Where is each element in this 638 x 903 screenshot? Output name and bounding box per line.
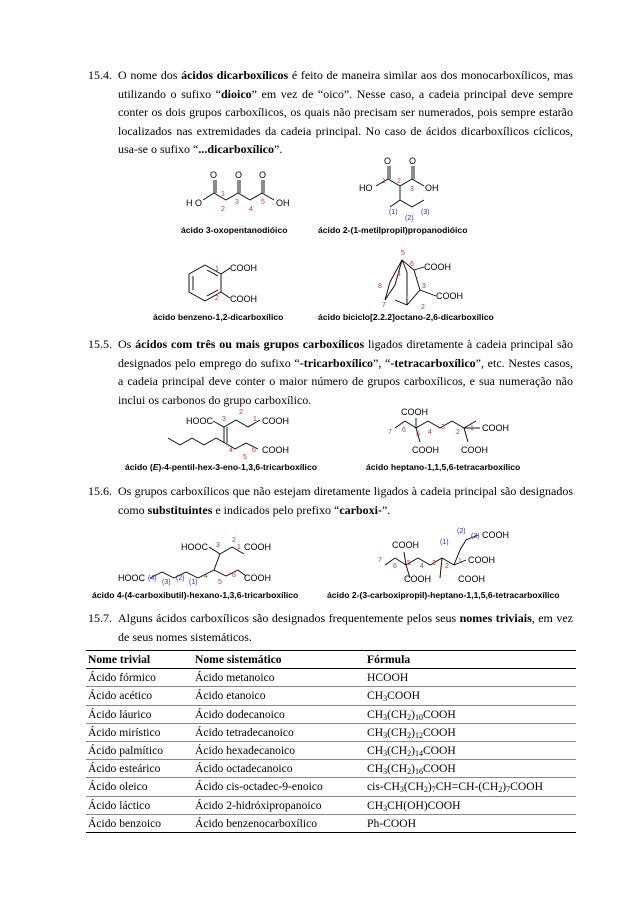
formula-text: COOH	[422, 725, 456, 739]
section-text: O nome dos ácidos dicarboxílicos é feito de maneira similar aos dos monocarboxílicos, mas utilizando o sufixo “dioico” em vez de “oico”. Nesse caso, a cadeia principal deve sempre conter os dois grupos carboxílicos, os quais não precisam ser numerados, pois sempre estarão localizados nas extremidades da cadeia principal. No caso de ácidos dicarboxílicos cíclicos, usa-se o sufixo “...dicarboxílico”.	[118, 68, 574, 156]
locant: 6	[232, 572, 236, 579]
locant: 2	[397, 178, 401, 185]
formula-cell	[365, 669, 576, 687]
carboxyl-label: COOH	[262, 445, 289, 455]
table-row	[86, 669, 576, 687]
locant: 1	[253, 416, 257, 423]
hydroxyl-label: HO	[359, 183, 373, 193]
carboxyl-label: COOH	[436, 291, 463, 301]
locant: 2	[215, 295, 219, 302]
column-header: Nome trivial	[86, 651, 193, 669]
formula-text: (CH	[387, 725, 408, 739]
locant: 1	[237, 544, 241, 551]
formula-subscript: 16	[414, 767, 423, 777]
formula-text: COOH	[422, 744, 456, 758]
locant: 2	[456, 429, 460, 436]
locant: (1)	[389, 209, 398, 216]
locant: 1	[382, 178, 386, 185]
carboxyl-label: COOH	[458, 574, 485, 584]
hydroxyl-label: H O	[186, 198, 203, 208]
locant: 4	[428, 429, 432, 436]
formula-text: CH	[367, 707, 384, 721]
oxygen-label: O	[384, 156, 392, 166]
carboxyl-label: COOH	[401, 407, 428, 417]
locant: 5	[407, 560, 411, 567]
table-row	[86, 687, 576, 705]
section-number: 15.5.	[88, 337, 112, 351]
table-row	[86, 723, 576, 741]
systematic-name-cell: Ácido tetradecanoico	[193, 723, 365, 741]
formula-text: CH	[367, 762, 384, 776]
formula-cell	[365, 778, 576, 796]
formula-cell	[365, 760, 576, 778]
formula-cell	[365, 814, 576, 832]
systematic-name-cell: Ácido etanoico	[193, 687, 365, 705]
locant: (1)	[189, 579, 198, 586]
locant: 6	[402, 427, 406, 434]
trivial-name-cell: Ácido fórmico	[86, 669, 193, 687]
systematic-name-cell: Ácido cis-octadec-9-enoico	[193, 778, 365, 796]
formula-text: (CH	[403, 780, 424, 794]
formula-text: HCOOH	[367, 671, 409, 685]
locant: 5	[261, 199, 265, 206]
locant: 7	[378, 557, 382, 564]
structure-caption: ácido (E)-4-pentil-hex-3-eno-1,3,6-tricarboxílico	[125, 462, 317, 472]
oxygen-label: O	[235, 170, 243, 180]
carboxyl-label: COOH	[230, 263, 257, 273]
locant: 3	[222, 416, 226, 423]
formula-text: )	[502, 780, 507, 794]
formula-subscript: 3	[383, 749, 388, 759]
formula-subscript: 2	[407, 730, 412, 740]
formula-subscript: 3	[383, 803, 388, 813]
structure-caption: ácido 2-(3-carboxipropil)-heptano-1,1,5,6-tetracarboxílico	[327, 590, 560, 600]
carboxyl-label: COOH	[262, 416, 289, 426]
structure-caption: ácido 4-(4-carboxibutil)-hexano-1,3,6-tricarboxílico	[92, 590, 299, 600]
formula-text: CH	[367, 744, 384, 758]
formula-text: CH	[367, 798, 384, 812]
locant: 5	[218, 579, 222, 586]
systematic-name-cell: Ácido hexadecanoico	[193, 741, 365, 759]
section-number: 15.6.	[88, 484, 112, 498]
locant: 6	[393, 563, 397, 570]
locant: (2)	[176, 575, 185, 582]
table-row	[86, 760, 576, 778]
formula-subscript: 3	[383, 767, 388, 777]
formula-subscript: 2	[407, 749, 412, 759]
locant: 2	[421, 304, 425, 311]
carboxyl-label: COOH	[404, 574, 431, 584]
structure-carboxipropil-heptano	[378, 528, 509, 584]
formula-cell	[365, 796, 576, 814]
trivial-name-cell: Ácido benzoico	[86, 814, 193, 832]
table-row	[86, 778, 576, 796]
trivial-name-cell: Ácido láurico	[86, 705, 193, 723]
locant: 5	[416, 431, 420, 438]
carboxyl-label: HOOC	[186, 416, 213, 426]
trivial-name-cell: Ácido esteárico	[86, 760, 193, 778]
formula-text: )	[411, 762, 415, 776]
section-text: Os ácidos com três ou mais grupos carboxílicos ligados diretamente à cadeia principal são designados pelo emprego do sufixo “-tricarboxílico”, “-tetracarboxílico”, etc. Nestes casos, a cadeia principal deve conter o maior número de grupos carboxílicos, e sua numeração não inclui os carbonos do grupo carboxílico.	[118, 337, 574, 407]
section-text: Os grupos carboxílicos que não estejam diretamente ligados à cadeia principal são designados como substituintes e indicados pelo prefixo “carboxi-”.	[118, 484, 573, 517]
locant: 3	[410, 186, 414, 193]
locant: (2)	[457, 528, 466, 535]
locant: 4	[397, 271, 401, 278]
formula-subscript: 3	[383, 694, 388, 704]
formula-text: (CH	[387, 762, 408, 776]
column-header: Nome sistemático	[193, 651, 365, 669]
carboxyl-label: COOH	[461, 445, 488, 455]
carboxyl-label: COOH	[244, 542, 271, 552]
locant: (3)	[471, 533, 480, 540]
carboxyl-label: COOH	[230, 294, 257, 304]
section-number: 15.4.	[88, 68, 112, 82]
trivial-name-cell: Ácido láctico	[86, 796, 193, 814]
section-15-7	[88, 609, 573, 646]
table-header-row	[86, 651, 576, 669]
locant: (4)	[148, 575, 157, 582]
carboxyl-label: COOH	[482, 530, 509, 540]
locant: 2	[221, 206, 225, 213]
locant: 2	[239, 409, 243, 416]
formula-text: (CH	[387, 744, 408, 758]
formula-text: COOH	[422, 762, 456, 776]
formula-text: CH(OH)COOH	[387, 798, 461, 812]
formula-cell	[365, 723, 576, 741]
locant: 1	[405, 295, 409, 302]
locant: 2	[445, 563, 449, 570]
trivial-name-cell: Ácido oleico	[86, 778, 193, 796]
locant: 1	[215, 266, 219, 273]
systematic-name-cell: Ácido benzenocarboxílico	[193, 814, 365, 832]
locant: 1	[458, 558, 462, 565]
structure-caption: ácido 2-(1-metilpropil)propanodióico	[318, 225, 468, 235]
formula-subscript: 14	[414, 749, 423, 759]
locant: 1	[470, 425, 474, 432]
formula-text: CH	[367, 725, 384, 739]
locant: 7	[382, 302, 386, 309]
carboxyl-label: COOH	[244, 573, 271, 583]
locant: 5	[401, 250, 405, 257]
carboxyl-label: COOH	[468, 555, 495, 565]
formula-subscript: 2	[407, 767, 412, 777]
trivial-name-cell: Ácido acético	[86, 687, 193, 705]
carboxyl-label: COOH	[392, 540, 419, 550]
systematic-name-cell: Ácido octadecanoico	[193, 760, 365, 778]
trivial-names-table	[86, 650, 576, 833]
formula-text: COOH	[387, 689, 420, 703]
systematic-name-cell: Ácido dodecanoico	[193, 705, 365, 723]
formula-subscript: 3	[399, 785, 404, 795]
locant: 3	[422, 283, 426, 290]
carboxyl-label: HOOC	[181, 542, 208, 552]
structure-caption: ácido heptano-1,1,5,6-tetracarboxílico	[366, 462, 521, 472]
locant: 4	[204, 573, 208, 580]
locant: 6	[252, 447, 256, 454]
formula-subscript: 10	[414, 712, 423, 722]
locant: 5	[243, 454, 247, 461]
locant: 6	[410, 261, 414, 268]
table-row	[86, 705, 576, 723]
formula-text: )	[411, 707, 415, 721]
oxygen-label: O	[259, 170, 267, 180]
formula-text: CH	[367, 689, 384, 703]
table-row	[86, 741, 576, 759]
locant: (2)	[405, 215, 414, 222]
locant: 4	[249, 206, 253, 213]
formula-subscript: 2	[423, 785, 428, 795]
formula-subscript: 3	[383, 730, 388, 740]
formula-cell	[365, 687, 576, 705]
locant: 4	[420, 563, 424, 570]
formula-subscript: 2	[498, 785, 503, 795]
formula-text: CH=CH-(CH	[435, 780, 499, 794]
formula-text: )	[411, 744, 415, 758]
formula-cell	[365, 705, 576, 723]
formula-subscript: 7	[506, 785, 511, 795]
table-row	[86, 814, 576, 832]
locant: 2	[232, 537, 236, 544]
formula-text: )	[411, 725, 415, 739]
structure-caption: ácido benzeno-1,2-dicarboxílico	[153, 312, 284, 322]
formula-subscript: 7	[431, 785, 436, 795]
locant: (3)	[162, 579, 171, 586]
column-header: Fórmula	[365, 651, 576, 669]
locant: 4	[229, 447, 233, 454]
carboxyl-label: COOH	[412, 445, 439, 455]
formula-subscript: 12	[414, 730, 423, 740]
structure-carboxibutil-hexano	[118, 537, 271, 586]
locant: 3	[216, 542, 220, 549]
locant: 7	[388, 429, 392, 436]
section-text: Alguns ácidos carboxílicos são designados frequentemente pelos seus nomes triviais, em vez de seus nomes sistemáticos.	[118, 611, 573, 644]
structure-caption: ácido 3-oxopentanodióico	[181, 225, 288, 235]
locant: 8	[378, 283, 382, 290]
systematic-name-cell: Ácido 2-hidróxipropanoico	[193, 796, 365, 814]
locant: 1	[221, 191, 225, 198]
structure-caption: ácido biciclo[2.2.2]octano-2,6-dicarboxílico	[318, 312, 494, 322]
formula-cell	[365, 741, 576, 759]
locant: (3)	[421, 209, 430, 216]
formula-text: cis-CH	[367, 780, 400, 794]
formula-text: COOH	[422, 707, 456, 721]
oxygen-label: O	[409, 156, 417, 166]
systematic-name-cell: Ácido metanoico	[193, 669, 365, 687]
trivial-name-cell: Ácido palmítico	[86, 741, 193, 759]
section-number: 15.7.	[88, 611, 112, 625]
carboxyl-label: COOH	[424, 262, 451, 272]
carboxyl-label: COOH	[482, 423, 509, 433]
formula-text: (CH	[387, 707, 408, 721]
hydroxyl-label: OH	[276, 198, 290, 208]
hydroxyl-label: OH	[425, 183, 439, 193]
locant: 3	[235, 199, 239, 206]
formula-subscript: 3	[383, 712, 388, 722]
formula-subscript: 2	[407, 712, 412, 722]
carboxyl-label: HOOC	[118, 573, 145, 583]
formula-text: COOH	[510, 780, 544, 794]
oxygen-label: O	[210, 170, 218, 180]
formula-text: )	[427, 780, 432, 794]
trivial-name-cell: Ácido mirístico	[86, 723, 193, 741]
table-row	[86, 796, 576, 814]
locant: (1)	[440, 539, 449, 546]
locant: 3	[432, 560, 436, 567]
formula-text: Ph-COOH	[367, 816, 416, 830]
locant: 3	[441, 424, 445, 431]
